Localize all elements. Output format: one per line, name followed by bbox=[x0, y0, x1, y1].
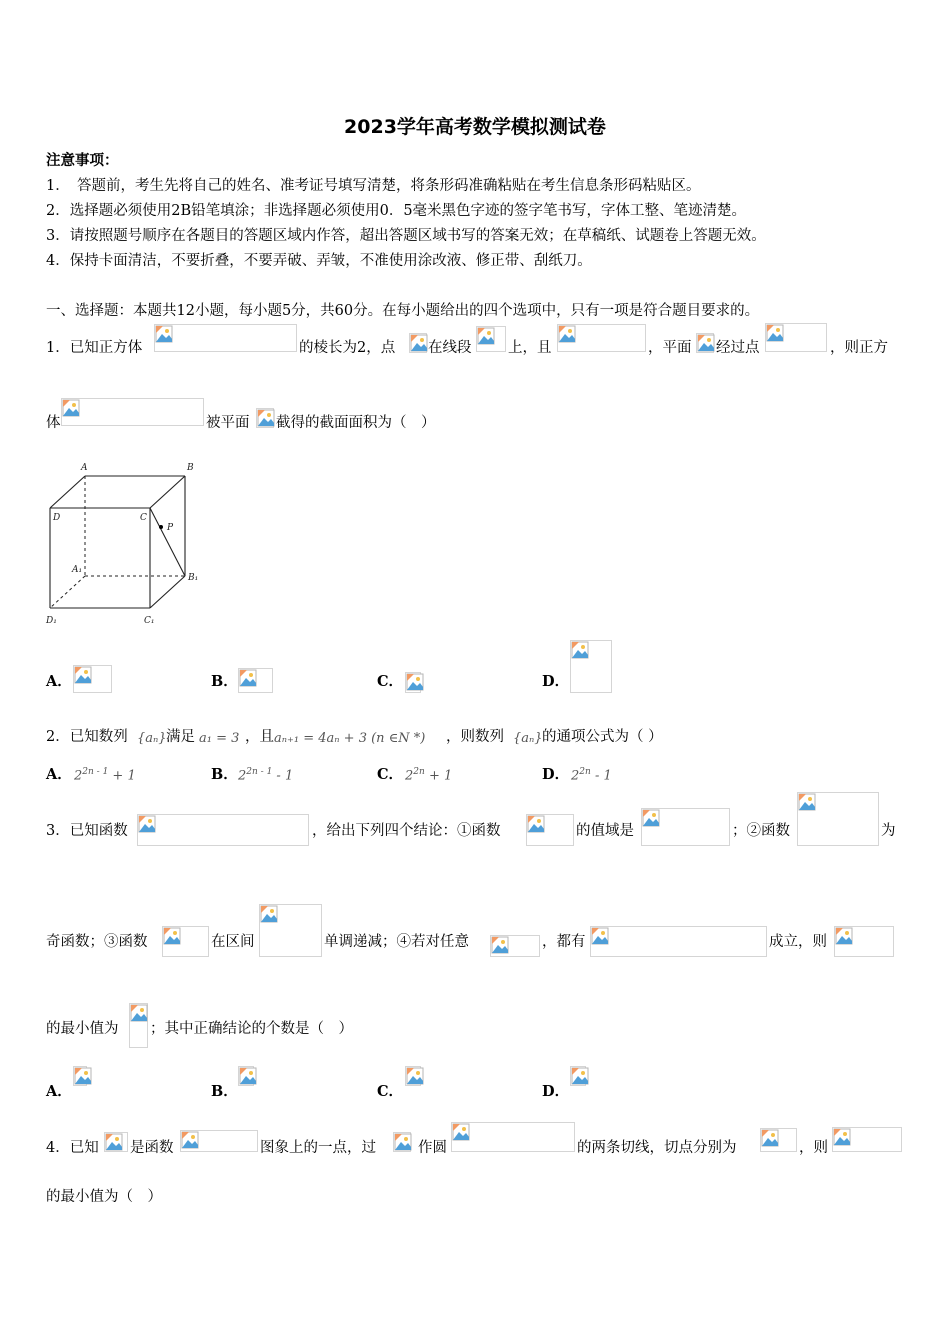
q2-seq: {aₙ} bbox=[137, 731, 167, 746]
image-icon bbox=[833, 1128, 851, 1146]
section-heading: 一、选择题：本题共12小题，每小题5分，共60分。在每小题给出的四个选项中，只有一项是符合题目要求的。 bbox=[46, 303, 760, 319]
broken-image-placeholder bbox=[154, 324, 297, 352]
q2-option-a-label: A． bbox=[46, 766, 72, 783]
image-icon bbox=[477, 327, 495, 345]
image-icon bbox=[761, 1129, 779, 1147]
q3-text-12: ；其中正确结论的个数是（ ） bbox=[150, 1021, 353, 1037]
hidden-edge-a1d1 bbox=[50, 576, 85, 608]
q2-option-a-expr: $2^{2n - 1} + 1$ bbox=[74, 767, 136, 784]
broken-image-placeholder bbox=[259, 904, 322, 957]
image-icon bbox=[835, 927, 853, 945]
q4-text-7: 的最小值为（ ） bbox=[46, 1189, 162, 1205]
broken-image-placeholder bbox=[832, 1127, 902, 1152]
q1-text-3: 在线段 bbox=[428, 340, 472, 356]
image-icon bbox=[394, 1133, 412, 1151]
image-icon bbox=[62, 399, 80, 417]
label-c1: C₁ bbox=[144, 616, 155, 626]
q3-option-b-label: B． bbox=[211, 1083, 238, 1100]
edge-ad bbox=[50, 476, 85, 508]
image-icon bbox=[558, 325, 576, 343]
q3-text-1: 3．已知函数 bbox=[46, 823, 128, 839]
q3-text-4: ；②函数 bbox=[732, 823, 790, 839]
image-icon bbox=[138, 815, 156, 833]
q3-text-8: 单调递减；④若对任意 bbox=[324, 934, 469, 950]
broken-image-placeholder bbox=[61, 398, 204, 426]
image-icon bbox=[452, 1123, 470, 1141]
q4-text-5: 的两条切线，切点分别为 bbox=[577, 1140, 737, 1156]
image-icon bbox=[181, 1131, 199, 1149]
point-p bbox=[159, 525, 163, 529]
broken-image-placeholder bbox=[490, 935, 540, 957]
q1-text-5: ，平面 bbox=[648, 340, 692, 356]
q3-text-11: 的最小值为 bbox=[46, 1021, 119, 1037]
image-icon bbox=[410, 334, 428, 352]
q1-text-8: 体 bbox=[46, 415, 61, 431]
image-icon bbox=[527, 815, 545, 833]
image-icon bbox=[591, 927, 609, 945]
q2-text-2: 满足 bbox=[166, 729, 195, 745]
q2-text-3: ，且 bbox=[245, 729, 274, 745]
q1-option-b-label: B． bbox=[211, 673, 238, 690]
label-a: A bbox=[81, 463, 88, 473]
q1-text-10: 截得的截面面积为（ ） bbox=[276, 415, 436, 431]
page-title: 2023学年高考数学模拟测试卷 bbox=[344, 116, 606, 138]
q1-option-a-label: A． bbox=[46, 673, 72, 690]
q1-text-4: 上，且 bbox=[508, 340, 552, 356]
broken-image-placeholder bbox=[696, 333, 714, 353]
q1-option-d-image bbox=[570, 640, 612, 693]
q2-recurrence: aₙ₊₁ = 4aₙ + 3 (n ∈N *) bbox=[274, 731, 426, 746]
image-icon bbox=[798, 793, 816, 811]
label-d: D bbox=[53, 513, 61, 523]
notice-heading: 注意事项： bbox=[46, 152, 119, 169]
q1-text-2: 的棱长为2，点 bbox=[299, 340, 396, 356]
q3-option-c-label: C． bbox=[377, 1083, 404, 1100]
broken-image-placeholder bbox=[834, 926, 894, 957]
segment-cb1 bbox=[150, 508, 185, 576]
image-icon bbox=[766, 324, 784, 342]
q3-text-9: ，都有 bbox=[542, 934, 586, 950]
q1-option-a-image bbox=[73, 665, 112, 693]
image-icon bbox=[697, 334, 715, 352]
q3-text-5: 为 bbox=[881, 823, 896, 839]
broken-image-placeholder bbox=[393, 1132, 411, 1152]
image-icon bbox=[155, 325, 173, 343]
notice-item-3: 3．请按照题号顺序在各题目的答题区域内作答，超出答题区域书写的答案无效；在草稿纸、试题卷上答题无效。 bbox=[46, 228, 766, 244]
broken-image-placeholder bbox=[137, 814, 309, 846]
q2-option-b-expr: $2^{2n - 1} - 1$ bbox=[238, 767, 294, 784]
label-a1: A₁ bbox=[72, 565, 83, 575]
broken-image-placeholder bbox=[765, 323, 827, 352]
label-c: C bbox=[140, 513, 147, 523]
notice-item-2: 2．选择题必须使用2B铅笔填涂；非选择题必须使用0．5毫米黑色字迹的签字笔书写，字体工整、笔迹清楚。 bbox=[46, 203, 747, 219]
image-icon bbox=[130, 1004, 148, 1022]
image-icon bbox=[74, 1067, 92, 1085]
image-icon bbox=[239, 1067, 257, 1085]
edge-bc bbox=[150, 476, 185, 508]
q1-option-c-label: C． bbox=[377, 673, 404, 690]
q1-option-d-label: D． bbox=[542, 673, 570, 690]
broken-image-placeholder bbox=[409, 333, 427, 353]
q2-option-d-label: D． bbox=[542, 766, 570, 783]
q3-option-c-image bbox=[405, 1066, 421, 1086]
broken-image-placeholder bbox=[797, 792, 879, 846]
notice-item-4: 4．保持卡面清洁，不要折叠，不要弄破、弄皱，不准使用涂改液、修正带、刮纸刀。 bbox=[46, 253, 592, 269]
image-icon bbox=[642, 809, 660, 827]
image-icon bbox=[491, 936, 509, 954]
notice-item-1: 1． 答题前，考生先将自己的姓名、准考证号填写清楚，将条形码准确粘贴在考生信息条形码粘贴区。 bbox=[46, 178, 701, 194]
q3-text-7: 在区间 bbox=[211, 934, 255, 950]
q2-text-5: 的通项公式为（ ） bbox=[542, 729, 663, 745]
q2-text-4: ，则数列 bbox=[446, 729, 504, 745]
q2-a1: a₁ = 3 bbox=[199, 731, 240, 746]
label-d1: D₁ bbox=[46, 616, 57, 626]
image-icon bbox=[163, 927, 181, 945]
q2-option-c-label: C． bbox=[377, 766, 404, 783]
q2-seq-2: {aₙ} bbox=[513, 731, 543, 746]
q3-text-2: ，给出下列四个结论：①函数 bbox=[312, 823, 501, 839]
cube-figure bbox=[40, 458, 210, 628]
q3-option-d-image bbox=[570, 1066, 586, 1086]
broken-image-placeholder bbox=[557, 324, 646, 352]
q2-text-1: 2．已知数列 bbox=[46, 729, 128, 745]
image-icon bbox=[239, 669, 257, 687]
q4-text-2: 是函数 bbox=[130, 1140, 174, 1156]
q1-text-1: 1．已知正方体 bbox=[46, 340, 143, 356]
q1-text-7: ，则正方 bbox=[830, 340, 888, 356]
q2-option-d-expr: $2^{2n} - 1$ bbox=[571, 767, 612, 784]
broken-image-placeholder bbox=[760, 1128, 797, 1152]
image-icon bbox=[260, 905, 278, 923]
broken-image-placeholder bbox=[476, 326, 506, 352]
label-p: P bbox=[167, 523, 174, 533]
q3-text-3: 的值域是 bbox=[576, 823, 634, 839]
broken-image-placeholder bbox=[451, 1122, 575, 1152]
broken-image-placeholder bbox=[129, 1003, 148, 1048]
label-b1: B₁ bbox=[188, 573, 199, 583]
q1-text-9: 被平面 bbox=[206, 415, 250, 431]
image-icon bbox=[406, 673, 424, 691]
broken-image-placeholder bbox=[526, 814, 574, 846]
broken-image-placeholder bbox=[256, 408, 274, 428]
q4-text-3: 图象上的一点，过 bbox=[260, 1140, 376, 1156]
q3-text-6: 奇函数；③函数 bbox=[46, 934, 148, 950]
image-icon bbox=[257, 409, 275, 427]
q1-option-b-image bbox=[238, 668, 273, 693]
broken-image-placeholder bbox=[180, 1130, 258, 1152]
q3-option-a-label: A． bbox=[46, 1083, 72, 1100]
q3-option-d-label: D． bbox=[542, 1083, 570, 1100]
q4-text-4: 作圆 bbox=[418, 1140, 447, 1156]
q4-text-1: 4．已知 bbox=[46, 1140, 99, 1156]
q1-option-c-image bbox=[405, 672, 421, 693]
image-icon bbox=[105, 1133, 123, 1151]
image-icon bbox=[571, 1067, 589, 1085]
image-icon bbox=[74, 666, 92, 684]
broken-image-placeholder bbox=[104, 1132, 128, 1152]
q3-text-10: 成立，则 bbox=[769, 934, 827, 950]
label-b: B bbox=[187, 463, 194, 473]
image-icon bbox=[571, 641, 589, 659]
q3-option-b-image bbox=[238, 1066, 254, 1086]
broken-image-placeholder bbox=[590, 926, 767, 957]
q3-option-a-image bbox=[73, 1066, 87, 1086]
q2-option-b-label: B． bbox=[211, 766, 238, 783]
broken-image-placeholder bbox=[162, 926, 209, 957]
image-icon bbox=[406, 1067, 424, 1085]
edge-c1b1 bbox=[150, 576, 185, 608]
broken-image-placeholder bbox=[641, 808, 730, 846]
q4-text-6: ，则 bbox=[799, 1140, 828, 1156]
q1-text-6: 经过点 bbox=[716, 340, 760, 356]
q2-option-c-expr: $2^{2n} + 1$ bbox=[405, 767, 453, 784]
